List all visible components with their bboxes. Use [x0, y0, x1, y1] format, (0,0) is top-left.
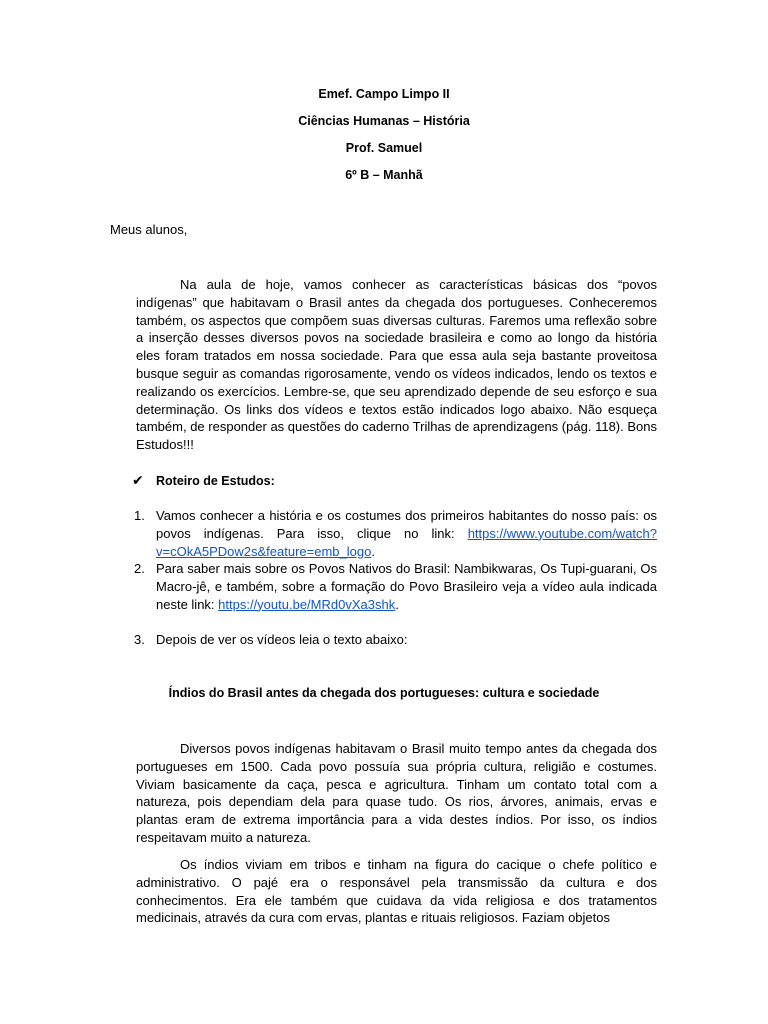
intro-paragraph	[136, 276, 657, 454]
school-name: Emef. Campo Limpo II	[318, 87, 450, 101]
list-item-text: Vamos conhecer a história e os costumes dos primeiros habitantes do nosso país: os povos indígenas. Para isso, clique no link: https://www.youtube.com/watch?v=cOkA5PDow2s&feature=emb_logo.	[156, 508, 657, 559]
list-item	[134, 560, 657, 613]
list-item	[134, 631, 657, 649]
youtube-video-link[interactable]: https://www.youtube.com/watch?v=cOkA5PDow2s&feature=emb_logo	[156, 525, 657, 559]
list-item-number: 1.	[134, 508, 145, 523]
greeting: Meus alunos,	[110, 222, 188, 237]
list-item-text: Depois de ver os vídeos leia o texto abaixo:	[156, 632, 408, 647]
checkmark-icon: ✔	[132, 472, 144, 488]
list-item	[134, 507, 657, 560]
roteiro-heading	[132, 472, 275, 489]
list-item-number: 2.	[134, 561, 145, 576]
subject-name: Ciências Humanas – História	[298, 114, 470, 128]
article-paragraph: Diversos povos indígenas habitavam o Brasil muito tempo antes da chegada dos portugueses em 1500. Cada povo possuía sua própria cultura, religião e costumes. Viviam basicamente da caça, pesca e agricultura. Tinham um contato total com a natureza, pois dependiam dela para quase tudo. Os rios, árvores, animais, ervas e plantas eram de extrema importância para a vida destes índios. Por isso, os índios respeitavam muito a natureza.	[136, 741, 657, 845]
article-paragraph: Os índios viviam em tribos e tinham na figura do cacique o chefe político e administrativo. O pajé era o responsável pela transmissão da cultura e dos conhecimentos. Era ele também que cuidava da vida religiosa e dos tratamentos medicinais, através da cura com ervas, plantas e rituais religiosos. Faziam objetos	[136, 857, 657, 926]
article-title: Índios do Brasil antes da chegada dos portugueses: cultura e sociedade	[168, 686, 600, 700]
roteiro-title: Roteiro de Estudos:	[156, 474, 275, 488]
intro-text: Na aula de hoje, vamos conhecer as características básicas dos “povos indígenas” que habitavam o Brasil antes da chegada dos portugueses. Conheceremos também, os aspectos que compõem suas diversas culturas. Faremos uma reflexão sobre a inserção desses diversos povos na sociedade brasileira e como ao longo da história eles foram tratados em nossa sociedade. Para que essa aula seja bastante proveitosa busque seguir as comandas rigorosamente, vendo os vídeos indicados, lendo os textos e realizando os exercícios. Lembre-se, que seu aprendizado depende de seu esforço e sua determinação. Os links dos vídeos e textos estão indicados logo abaixo. Não esqueça também, de responder as questões do caderno Trilhas de aprendizagens (pág. 118). Bons Estudos!!!	[136, 277, 657, 453]
list-item-number: 3.	[134, 632, 145, 647]
teacher-name: Prof. Samuel	[345, 141, 423, 155]
class-name: 6º B – Manhã	[345, 168, 423, 182]
list-item-text: Para saber mais sobre os Povos Nativos do Brasil: Nambikwaras, Os Tupi-guarani, Os Macro-jê, e também, sobre a formação do Povo Brasileiro veja a vídeo aula indicada neste link: https://youtu.be/MRd0vXa3shk.	[156, 561, 657, 612]
youtu-be-video-link[interactable]: https://youtu.be/MRd0vXa3shk	[218, 596, 396, 612]
